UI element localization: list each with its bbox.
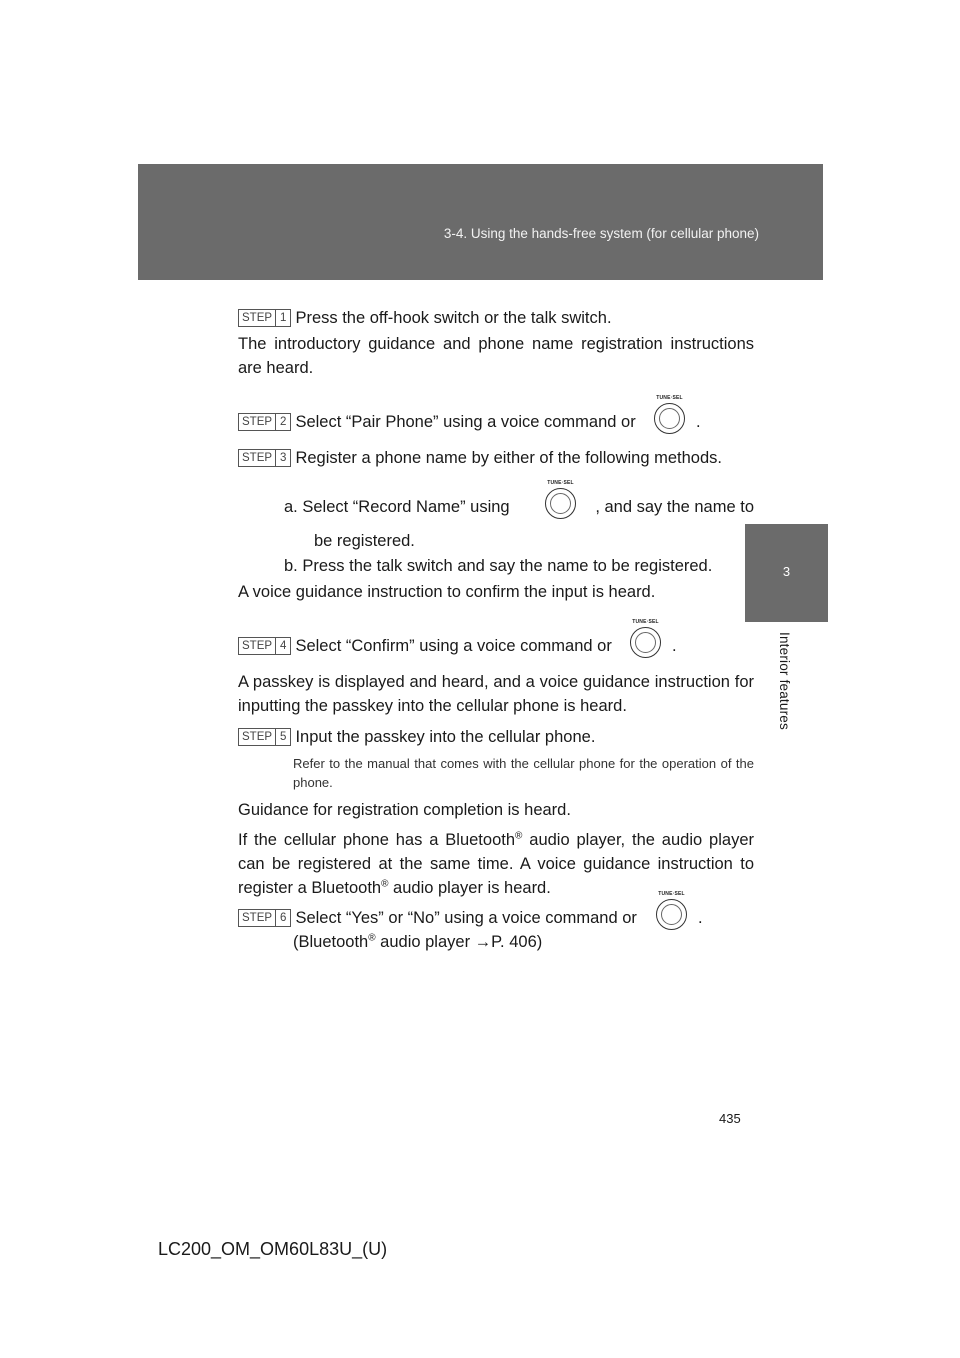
step-text: Input the passkey into the cellular phone. [295,728,596,746]
step-1 [238,306,612,330]
note: Refer to the manual that comes with the cellular phone for the operation of the phone. [293,756,754,790]
step-text-end: . [698,909,703,927]
option-a: a. Select “Record Name” using [284,498,510,516]
paragraph: A passkey is displayed and heard, and a voice guidance instruction for inputting the passkey into the cellular phone is heard. [238,673,754,715]
arrow-right-icon: → [474,933,492,951]
paragraph: The introductory guidance and phone name registration instructions are heard. [238,335,754,377]
step-5 [238,725,595,749]
page-reference: (Bluetooth® audio player →P. 406) [293,932,543,951]
chapter-tab [745,524,828,622]
paragraph: If the cellular phone has a Bluetooth® audio player, the audio player can be registered at the same time. A voice guidance instruction to register a Bluetooth® audio player is heard. [238,830,754,897]
step-badge: STEP 5 [238,728,291,746]
step-text-end: . [696,413,701,431]
step-badge: STEP 3 [238,449,291,467]
step-text: Press the off-hook switch or the talk switch. [295,309,612,327]
step-text: Register a phone name by either of the following methods. [295,449,722,467]
step-4 [238,634,612,658]
tune-sel-knob-icon: TUNE·SEL [630,619,661,658]
option-a-suffix: , and say the name to [595,498,754,516]
option-b: b. Press the talk switch and say the name to be registered. [284,557,713,575]
step-badge: STEP 2 [238,413,291,431]
paragraph: Guidance for registration completion is heard. [238,801,571,819]
step-text: Select “Pair Phone” using a voice command or [295,413,636,431]
step-3 [238,446,722,470]
tune-sel-knob-icon: TUNE·SEL [654,395,685,434]
step-badge: STEP 6 [238,909,291,927]
paragraph: A voice guidance instruction to confirm the input is heard. [238,583,656,601]
page-number: 435 [719,1111,741,1126]
section-title: 3-4. Using the hands-free system (for cellular phone) [443,226,759,241]
step-6 [238,906,637,930]
tune-sel-knob-icon: TUNE·SEL [545,480,576,519]
chapter-header [138,164,823,280]
chapter-number: 3 [782,564,791,579]
step-badge: STEP 4 [238,637,291,655]
step-badge: STEP 1 [238,309,291,327]
tune-sel-knob-icon: TUNE·SEL [656,891,687,930]
step-text: Select “Yes” or “No” using a voice command or [295,909,637,927]
step-text-end: . [672,637,677,655]
chapter-label: Interior features [777,632,792,730]
document-code: LC200_OM_OM60L83U_(U) [158,1239,388,1259]
step-text: Select “Confirm” using a voice command or [295,637,612,655]
step-2 [238,410,636,434]
option-a-cont: be registered. [314,532,415,550]
